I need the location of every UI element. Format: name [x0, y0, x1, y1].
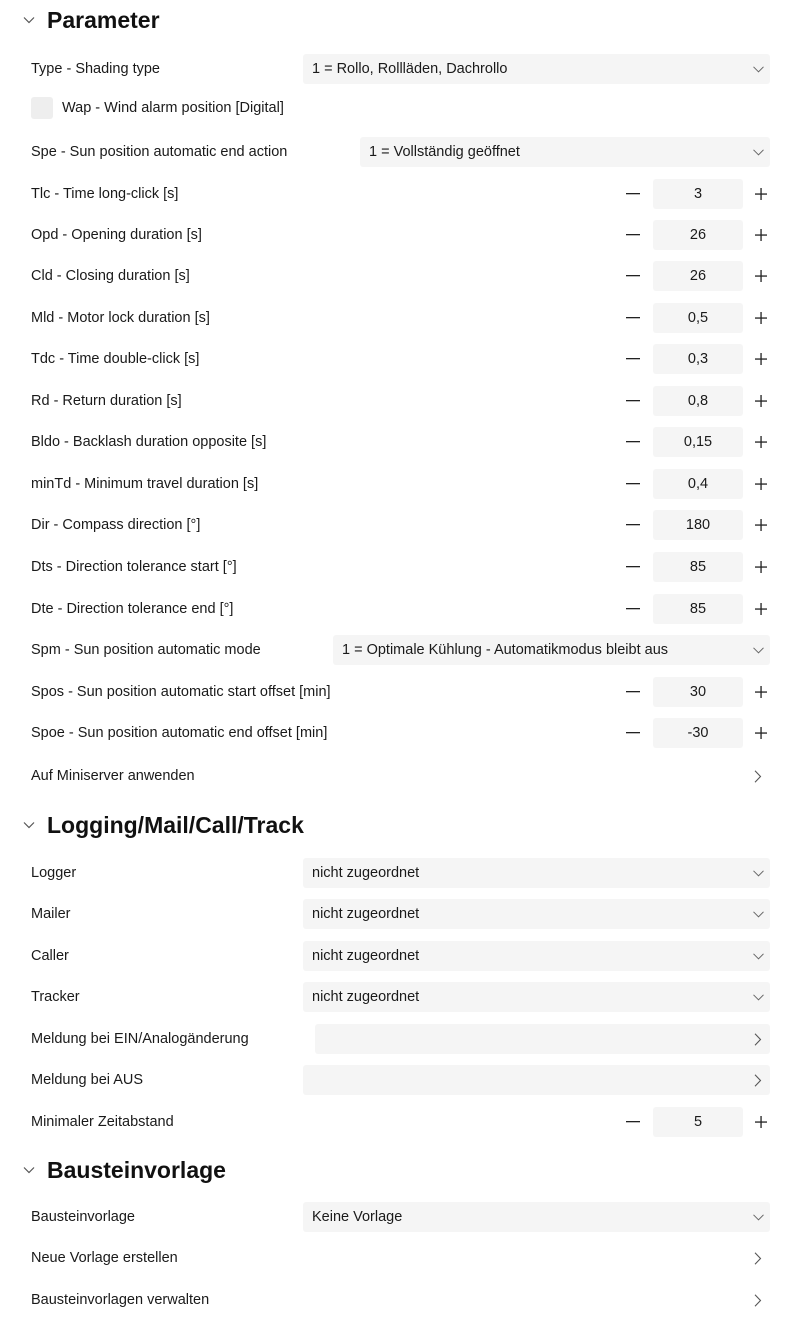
plus-icon[interactable]	[750, 722, 772, 744]
dropdown-value: 1 = Rollo, Rollläden, Dachrollo	[312, 61, 508, 77]
logging-row-min-interval	[0, 1103, 790, 1141]
chevron-down-icon	[746, 635, 770, 665]
param-row-spoe	[0, 714, 790, 752]
field-label: Dte - Direction tolerance end [°]	[31, 601, 234, 617]
plus-icon[interactable]	[750, 514, 772, 536]
field-label: Opd - Opening duration [s]	[31, 227, 202, 243]
minus-icon[interactable]	[622, 598, 644, 620]
minus-icon[interactable]	[622, 556, 644, 578]
chevron-right-icon	[752, 1293, 764, 1307]
minus-icon[interactable]	[622, 473, 644, 495]
field-label: Spos - Sun position automatic start offset [min]	[31, 684, 331, 700]
logging-row-msg-on	[0, 1020, 790, 1058]
shading-type-dropdown[interactable]	[303, 54, 770, 84]
caller-dropdown[interactable]	[303, 941, 770, 971]
sun-mode-dropdown[interactable]	[333, 635, 770, 665]
field-label: Spm - Sun position automatic mode	[31, 642, 261, 658]
section-header-parameter[interactable]	[0, 0, 790, 40]
param-row-dts	[0, 548, 790, 586]
logging-row-tracker	[0, 978, 790, 1016]
min-interval-input[interactable]	[653, 1107, 743, 1137]
plus-icon[interactable]	[750, 265, 772, 287]
logging-row-mailer	[0, 895, 790, 933]
mintd-input[interactable]	[653, 469, 743, 499]
section-title: Bausteinvorlage	[47, 1156, 226, 1183]
field-label: Mailer	[31, 906, 71, 922]
apply-to-miniserver-row[interactable]	[0, 757, 790, 795]
template-dropdown[interactable]	[303, 1202, 770, 1232]
field-label: Bausteinvorlage	[31, 1209, 135, 1225]
field-label: Auf Miniserver anwenden	[31, 768, 195, 784]
chevron-down-icon	[746, 941, 770, 971]
section-header-logging[interactable]	[0, 805, 790, 845]
minus-icon[interactable]	[622, 722, 644, 744]
field-label: Dir - Compass direction [°]	[31, 517, 201, 533]
plus-icon[interactable]	[750, 598, 772, 620]
dts-input[interactable]	[653, 552, 743, 582]
param-row-bldo	[0, 423, 790, 461]
plus-icon[interactable]	[750, 431, 772, 453]
field-label: minTd - Minimum travel duration [s]	[31, 476, 259, 492]
message-off-field[interactable]	[303, 1065, 770, 1095]
param-row-spos	[0, 673, 790, 711]
param-row-spm	[0, 631, 790, 669]
section-header-template[interactable]	[0, 1150, 790, 1190]
field-label: Spoe - Sun position automatic end offset [min]	[31, 725, 328, 741]
logger-dropdown[interactable]	[303, 858, 770, 888]
field-label: Cld - Closing duration [s]	[31, 268, 190, 284]
param-row-dte	[0, 590, 790, 628]
param-row-dir	[0, 506, 790, 544]
plus-icon[interactable]	[750, 473, 772, 495]
section-title: Parameter	[47, 6, 160, 33]
minus-icon[interactable]	[622, 514, 644, 536]
dropdown-value: nicht zugeordnet	[312, 948, 420, 964]
chevron-down-icon	[746, 54, 770, 84]
minus-icon[interactable]	[622, 390, 644, 412]
field-label: Neue Vorlage erstellen	[31, 1250, 178, 1266]
create-template-row[interactable]	[0, 1239, 790, 1277]
field-label: Bldo - Backlash duration opposite [s]	[31, 434, 267, 450]
logging-row-msg-off	[0, 1061, 790, 1099]
chevron-down-icon	[22, 1163, 36, 1177]
logging-row-caller	[0, 937, 790, 975]
minus-icon[interactable]	[622, 431, 644, 453]
dte-input[interactable]	[653, 594, 743, 624]
dropdown-value: 1 = Vollständig geöffnet	[369, 144, 520, 160]
spos-input[interactable]	[653, 677, 743, 707]
minus-icon[interactable]	[622, 1111, 644, 1133]
dropdown-value: nicht zugeordnet	[312, 865, 420, 881]
spoe-input[interactable]	[653, 718, 743, 748]
dropdown-value: Keine Vorlage	[312, 1209, 403, 1225]
plus-icon[interactable]	[750, 348, 772, 370]
field-label: Tracker	[31, 989, 80, 1005]
field-label: Bausteinvorlagen verwalten	[31, 1292, 210, 1308]
param-row-spe	[0, 133, 790, 171]
tlc-input[interactable]	[653, 179, 743, 209]
field-label: Logger	[31, 865, 77, 881]
sun-end-action-dropdown[interactable]	[360, 137, 770, 167]
chevron-right-icon	[752, 1073, 764, 1087]
chevron-down-icon	[746, 899, 770, 929]
dropdown-value: nicht zugeordnet	[312, 906, 420, 922]
template-row-select	[0, 1198, 790, 1236]
cld-input[interactable]	[653, 261, 743, 291]
mailer-dropdown[interactable]	[303, 899, 770, 929]
field-label: Meldung bei AUS	[31, 1072, 144, 1088]
checkbox-label: Wap - Wind alarm position [Digital]	[62, 100, 284, 116]
field-label: Caller	[31, 948, 69, 964]
param-row-tdc	[0, 340, 790, 378]
param-row-mintd	[0, 465, 790, 503]
plus-icon[interactable]	[750, 224, 772, 246]
plus-icon[interactable]	[750, 390, 772, 412]
plus-icon[interactable]	[750, 556, 772, 578]
field-label: Tlc - Time long-click [s]	[31, 186, 179, 202]
dropdown-value: nicht zugeordnet	[312, 989, 420, 1005]
chevron-down-icon	[22, 818, 36, 832]
tdc-input[interactable]	[653, 344, 743, 374]
plus-icon[interactable]	[750, 183, 772, 205]
field-label: Mld - Motor lock duration [s]	[31, 310, 210, 326]
minus-icon[interactable]	[622, 183, 644, 205]
chevron-right-icon	[752, 1251, 764, 1265]
logging-row-logger	[0, 854, 790, 892]
dropdown-value: 1 = Optimale Kühlung - Automatikmodus bleibt aus	[342, 642, 669, 658]
field-label: Meldung bei EIN/Analogänderung	[31, 1031, 249, 1047]
field-label: Dts - Direction tolerance start [°]	[31, 559, 237, 575]
minus-icon[interactable]	[622, 265, 644, 287]
chevron-right-icon	[752, 1032, 764, 1046]
param-row-wap	[0, 89, 790, 127]
wind-alarm-checkbox[interactable]	[31, 97, 53, 119]
minus-icon[interactable]	[622, 681, 644, 703]
plus-icon[interactable]	[750, 307, 772, 329]
chevron-right-icon	[752, 769, 764, 783]
opd-input[interactable]	[653, 220, 743, 250]
dir-input[interactable]	[653, 510, 743, 540]
chevron-down-icon	[22, 13, 36, 27]
param-row-mld	[0, 299, 790, 337]
chevron-down-icon	[746, 1202, 770, 1232]
param-row-cld	[0, 257, 790, 295]
field-label: Rd - Return duration [s]	[31, 393, 182, 409]
chevron-down-icon	[746, 137, 770, 167]
manage-templates-row[interactable]	[0, 1281, 790, 1319]
field-label: Spe - Sun position automatic end action	[31, 144, 288, 160]
section-title: Logging/Mail/Call/Track	[47, 811, 304, 838]
tracker-dropdown[interactable]	[303, 982, 770, 1012]
chevron-down-icon	[746, 982, 770, 1012]
field-label: Type - Shading type	[31, 61, 160, 77]
field-label: Minimaler Zeitabstand	[31, 1114, 174, 1130]
message-on-field[interactable]	[315, 1024, 770, 1054]
plus-icon[interactable]	[750, 1111, 772, 1133]
bldo-input[interactable]	[653, 427, 743, 457]
minus-icon[interactable]	[622, 224, 644, 246]
param-row-opd	[0, 216, 790, 254]
rd-input[interactable]	[653, 386, 743, 416]
plus-icon[interactable]	[750, 681, 772, 703]
minus-icon[interactable]	[622, 307, 644, 329]
chevron-down-icon	[746, 858, 770, 888]
field-label: Tdc - Time double-click [s]	[31, 351, 200, 367]
param-row-type	[0, 50, 790, 88]
minus-icon[interactable]	[622, 348, 644, 370]
param-row-rd	[0, 382, 790, 420]
mld-input[interactable]	[653, 303, 743, 333]
param-row-tlc	[0, 175, 790, 213]
